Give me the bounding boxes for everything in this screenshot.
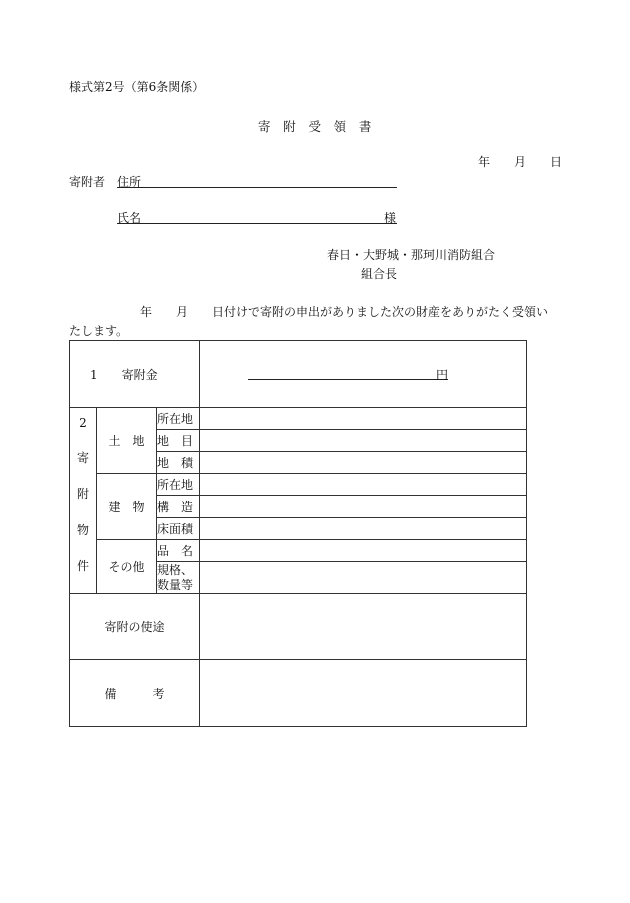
address-underline: [117, 187, 397, 188]
name-underline: [117, 223, 397, 224]
name-label: 氏名: [117, 211, 142, 225]
honorific: 様: [384, 211, 397, 225]
donation-money-row: [70, 341, 527, 408]
building-floor-area-label: 床面積: [157, 518, 200, 540]
purpose-label: 寄附の使途: [70, 594, 200, 660]
document-title: 寄 附 受 領 書: [258, 119, 376, 134]
table-row: [70, 408, 527, 430]
land-area-label: 地 積: [157, 452, 200, 474]
table-row: [70, 474, 527, 496]
form-id: 様式第2号（第6条関係）: [69, 80, 205, 94]
purpose-value: [200, 594, 527, 660]
date-line: 年 月 日: [478, 155, 563, 169]
table-row: [70, 540, 527, 562]
building-structure-value: [200, 496, 527, 518]
building-label: 建 物: [97, 474, 157, 540]
item-name-label: 品 名: [157, 540, 200, 562]
section-number: 2: [79, 416, 87, 430]
building-location-label: 所在地: [157, 474, 200, 496]
building-structure-label: 構 造: [157, 496, 200, 518]
building-location-value: [200, 474, 527, 496]
remarks-label: 備 考: [70, 660, 200, 727]
land-category-label: 地 目: [157, 430, 200, 452]
table-row: [70, 660, 527, 727]
land-category-value: [200, 430, 527, 452]
spec-quantity-label: [157, 562, 200, 594]
item-name-value: [200, 540, 527, 562]
remarks-value: [200, 660, 527, 727]
other-label: その他: [97, 540, 157, 594]
donated-property-heading: [70, 408, 97, 594]
amount-underline: [248, 379, 448, 380]
heading-char: 附: [76, 487, 89, 501]
spec-label-line1: 規格、: [157, 562, 194, 577]
building-floor-area-value: [200, 518, 527, 540]
land-location-value: [200, 408, 527, 430]
body-text-line1: 年 月 日付けで寄附の申出がありました次の財産をありがたく受領い: [140, 305, 549, 319]
heading-char: 物: [76, 523, 89, 537]
yen-label: 円: [436, 368, 449, 382]
heading-char: 件: [76, 559, 89, 573]
issuer-org: 春日・大野城・那珂川消防組合: [327, 248, 496, 262]
issuer-position: 組合長: [361, 267, 398, 281]
address-label: 住所: [117, 175, 142, 189]
spec-label-line2: 数量等: [157, 577, 194, 592]
land-area-value: [200, 452, 527, 474]
land-label: 土 地: [97, 408, 157, 474]
spec-quantity-value: [200, 562, 527, 594]
donation-table: [69, 340, 527, 727]
donor-label: 寄附者: [69, 175, 106, 189]
heading-char: 寄: [76, 451, 89, 465]
land-location-label: 所在地: [157, 408, 200, 430]
body-text-line2: たします。: [69, 324, 129, 338]
table-row: [70, 594, 527, 660]
donation-money-label: 1 寄附金: [90, 367, 158, 382]
